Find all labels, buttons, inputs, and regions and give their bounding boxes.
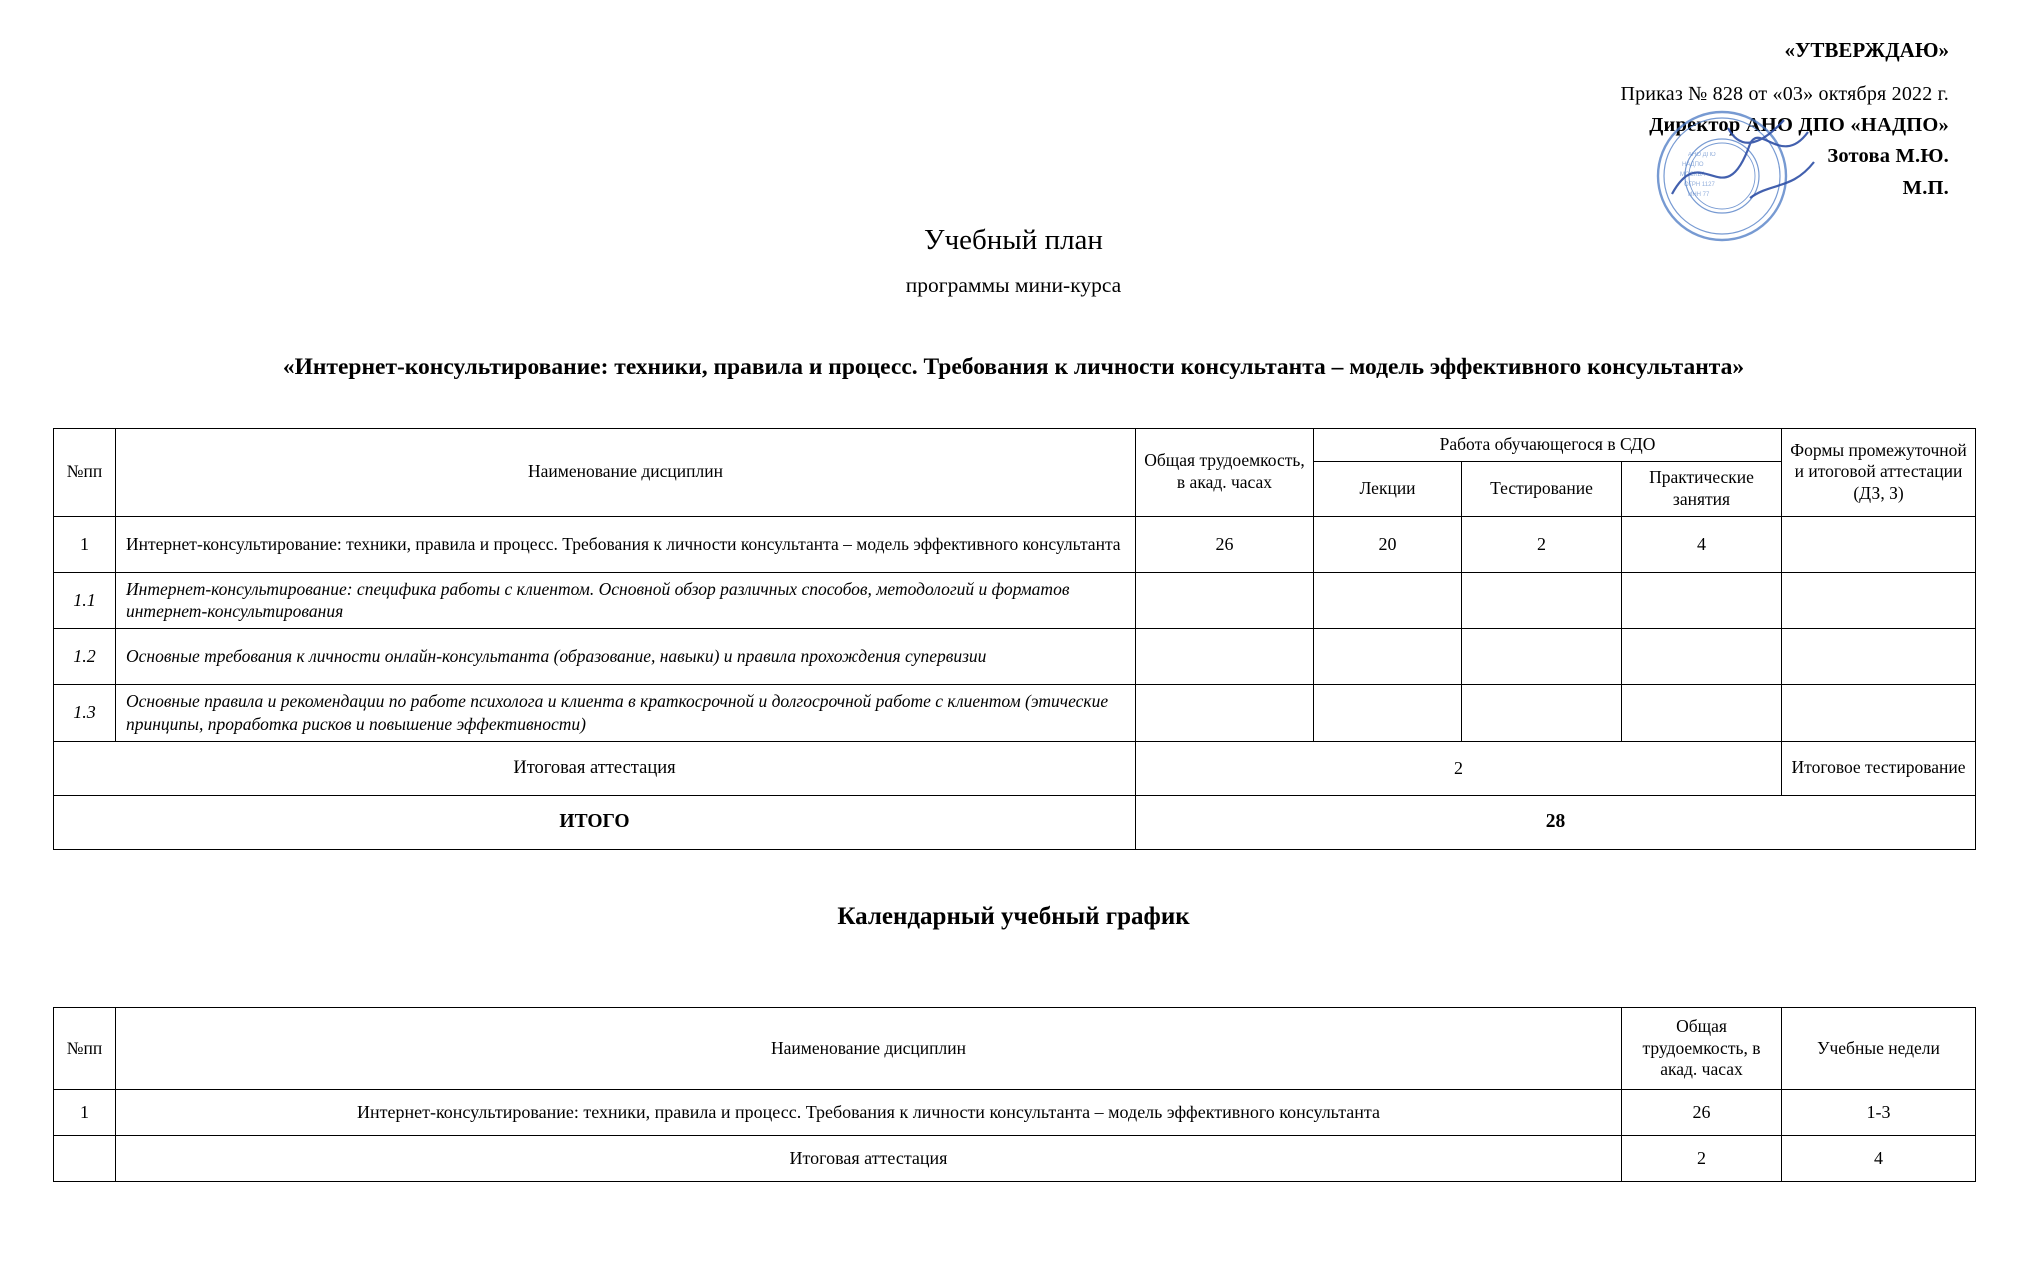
- header-num: №пп: [54, 429, 116, 517]
- schedule-title: Календарный учебный график: [837, 903, 1190, 930]
- row-practice: [1622, 629, 1782, 685]
- row-lectures: [1314, 685, 1462, 742]
- schedule-header-discipline: Наименование дисциплин: [116, 1008, 1622, 1090]
- row-lectures: 20: [1314, 516, 1462, 572]
- total-row: [54, 795, 1976, 849]
- approval-director: Директор АНО ДПО «НАДПО»: [1649, 113, 1949, 136]
- row-practice: [1622, 572, 1782, 629]
- row-total: [1136, 572, 1314, 629]
- final-attestation-row: [54, 741, 1976, 795]
- schedule-row-total: 2: [1622, 1136, 1782, 1182]
- row-practice: [1622, 685, 1782, 742]
- page-title: Учебный план: [924, 224, 1103, 256]
- course-name: «Интернет-консультирование: техники, правила и процесс. Требования к личности консультанта – модель эффективного консультанта»: [282, 354, 1745, 380]
- table-row: [54, 1136, 1976, 1182]
- total-label: ИТОГО: [54, 795, 1136, 849]
- table-row: [54, 685, 1976, 742]
- header-sdo: Работа обучающегося в СДО: [1314, 429, 1782, 462]
- schedule-header-weeks: Учебные недели: [1782, 1008, 1976, 1090]
- row-total: [1136, 629, 1314, 685]
- schedule-row-num: [54, 1136, 116, 1182]
- approval-order: Приказ № 828 от «03» октября 2022 г.: [1620, 82, 1949, 105]
- row-num: 1: [54, 516, 116, 572]
- table-row: [54, 1090, 1976, 1136]
- table-row: [54, 572, 1976, 629]
- schedule-row-weeks: 1-3: [1782, 1090, 1976, 1136]
- svg-text:АНО ДПО: АНО ДПО: [1688, 152, 1716, 158]
- row-discipline: Основные правила и рекомендации по работе психолога и клиента в краткосрочной и долгосрочной работе с клиентом (этические принципы, проработка рисков и повышение эффективности): [116, 685, 1136, 742]
- row-discipline: Основные требования к личности онлайн-консультанта (образование, навыки) и правила прохождения супервизии: [116, 629, 1136, 685]
- schedule-table: [53, 1007, 1976, 1182]
- approval-heading: «УТВЕРЖДАЮ»: [1784, 38, 1949, 62]
- schedule-row-discipline: Итоговая аттестация: [116, 1136, 1622, 1182]
- row-testing: [1462, 685, 1622, 742]
- header-testing: Тестирование: [1462, 461, 1622, 516]
- table-header-row: [54, 429, 1976, 462]
- svg-text:НАДПО: НАДПО: [1682, 162, 1704, 168]
- row-num: 1.2: [54, 629, 116, 685]
- header-lectures: Лекции: [1314, 461, 1462, 516]
- final-attestation-hours: 2: [1136, 741, 1782, 795]
- row-forms: [1782, 572, 1976, 629]
- row-discipline: Интернет-консультирование: техники, правила и процесс. Требования к личности консультанта – модель эффективного консультанта: [116, 516, 1136, 572]
- row-total: [1136, 685, 1314, 742]
- row-testing: [1462, 629, 1622, 685]
- row-discipline: Интернет-консультирование: специфика работы с клиентом. Основной обзор различных способов, методологий и форматов интернет-консультирования: [116, 572, 1136, 629]
- row-num: 1.1: [54, 572, 116, 629]
- final-attestation-form: Итоговое тестирование: [1782, 741, 1976, 795]
- schedule-row-total: 26: [1622, 1090, 1782, 1136]
- row-testing: 2: [1462, 516, 1622, 572]
- row-lectures: [1314, 629, 1462, 685]
- row-practice: 4: [1622, 516, 1782, 572]
- approval-block: [1389, 34, 1949, 205]
- page-subtitle: программы мини-курса: [905, 273, 1122, 297]
- approval-seal-mark: М.П.: [1902, 177, 1949, 200]
- schedule-row-weeks: 4: [1782, 1136, 1976, 1182]
- final-attestation-label: Итоговая аттестация: [54, 741, 1136, 795]
- row-forms: [1782, 629, 1976, 685]
- schedule-row-discipline: Интернет-консультирование: техники, правила и процесс. Требования к личности консультанта – модель эффективного консультанта: [116, 1090, 1622, 1136]
- schedule-header-num: №пп: [54, 1008, 116, 1090]
- header-practice: Практические занятия: [1622, 461, 1782, 516]
- schedule-header-row: [54, 1008, 1976, 1090]
- header-discipline: Наименование дисциплин: [116, 429, 1136, 517]
- table-row: [54, 516, 1976, 572]
- header-total-hours: Общая трудоемкость, в акад. часах: [1136, 429, 1314, 517]
- row-forms: [1782, 685, 1976, 742]
- approval-signer: Зотова М.Ю.: [1827, 145, 1949, 168]
- row-num: 1.3: [54, 685, 116, 742]
- table-row: [54, 629, 1976, 685]
- svg-text:МОСКВА: МОСКВА: [1680, 172, 1706, 178]
- svg-text:ОГРН 1127: ОГРН 1127: [1684, 182, 1715, 188]
- row-testing: [1462, 572, 1622, 629]
- svg-text:ИНН 77: ИНН 77: [1688, 192, 1710, 198]
- header-attestation-forms: Формы промежуточной и итоговой аттестации (ДЗ, З): [1782, 429, 1976, 517]
- row-forms: [1782, 516, 1976, 572]
- curriculum-table: [53, 428, 1976, 850]
- row-lectures: [1314, 572, 1462, 629]
- row-total: 26: [1136, 516, 1314, 572]
- schedule-header-total: Общая трудоемкость, в акад. часах: [1622, 1008, 1782, 1090]
- total-value: 28: [1136, 795, 1976, 849]
- schedule-row-num: 1: [54, 1090, 116, 1136]
